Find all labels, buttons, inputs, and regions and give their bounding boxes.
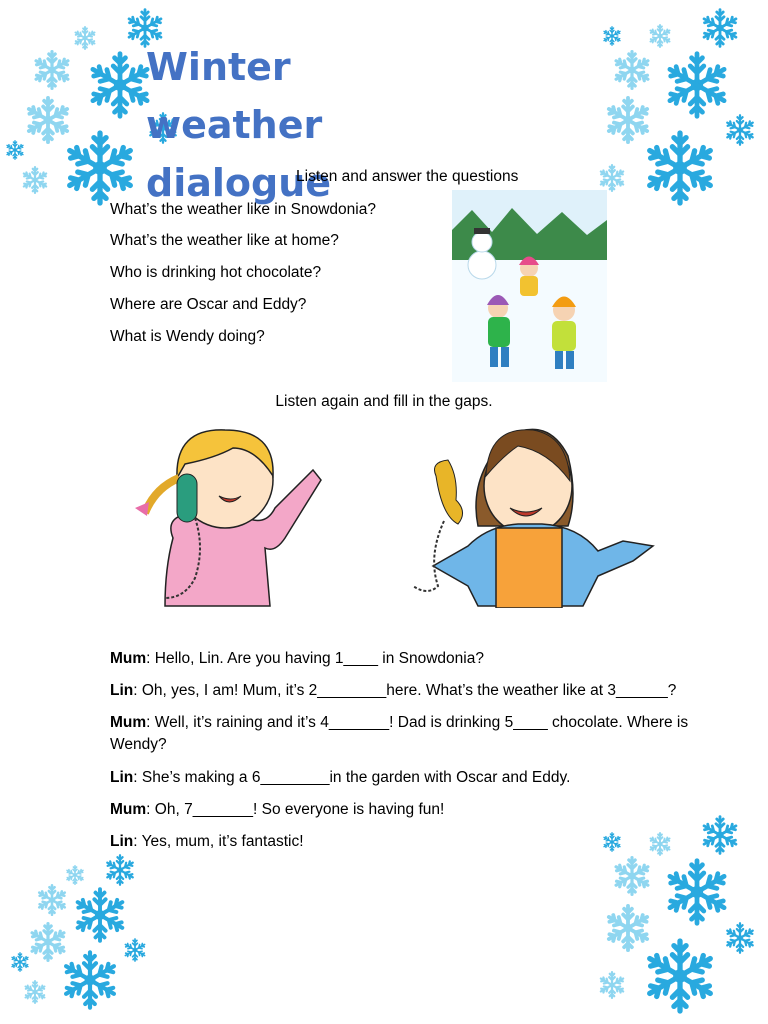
snowflake-icon <box>10 952 30 972</box>
snowflake-icon <box>123 938 147 962</box>
snowflake-icon <box>23 980 47 1004</box>
snowflake-icon <box>21 166 49 194</box>
speaker-label: Mum <box>110 714 147 731</box>
girl-phone-image <box>125 418 330 610</box>
dialogue-text: : Hello, Lin. Are you having 1____ in Snowdonia? <box>146 650 484 667</box>
title-line: dialogue <box>146 161 332 205</box>
dialogue-line-3 <box>110 712 720 756</box>
dialogue-text: : Yes, mum, it’s fantastic! <box>133 833 304 850</box>
dialogue-text: : She’s making a 6________in the garden with Oscar and Eddy. <box>133 769 571 786</box>
dialogue-line-6 <box>110 831 720 853</box>
snowflake-icon <box>648 24 672 48</box>
snowflake-icon <box>36 884 68 916</box>
dialogue-text: : Oh, 7_______! So everyone is having fun! <box>146 801 445 818</box>
snowflake-icon <box>642 938 718 1014</box>
title-line: Winter <box>146 45 291 89</box>
snowflake-icon <box>65 865 85 885</box>
dialogue-line-5 <box>110 799 720 821</box>
speaker-label: Mum <box>110 650 147 667</box>
speaker-label: Lin <box>110 682 134 699</box>
title-line: weather <box>146 103 323 147</box>
snowflake-icon <box>598 164 626 192</box>
snowflake-icon <box>612 50 652 90</box>
snowflake-icon <box>60 950 120 1010</box>
snowflake-icon <box>62 130 138 206</box>
speaker-label: Lin <box>110 833 134 850</box>
snowflake-icon <box>602 26 622 46</box>
instruction-listen-again: Listen again and fill in the gaps. <box>275 393 493 410</box>
speaker-label: Lin <box>110 769 134 786</box>
question-4: Where are Oscar and Eddy? <box>110 296 307 313</box>
question-2: What’s the weather like at home? <box>110 232 339 249</box>
snowflake-icon <box>72 887 128 943</box>
snowflake-icon <box>73 26 97 50</box>
question-5: What is Wendy doing? <box>110 328 265 345</box>
snowflake-icon <box>612 856 652 896</box>
dialogue-line-1 <box>110 648 720 670</box>
snowflake-icon <box>86 51 154 119</box>
snow-scene-image <box>452 190 607 382</box>
instruction-listen-answer: Listen and answer the questions <box>296 168 519 185</box>
speaker-label: Mum <box>110 801 147 818</box>
snowflake-icon <box>32 50 72 90</box>
snowflake-icon <box>598 971 626 999</box>
snowflake-icon <box>5 140 25 160</box>
snowflake-icon <box>663 858 731 926</box>
dialogue-text: : Well, it’s raining and it’s 4_______! Dad is drinking 5____ chocolate. Where is Wendy? <box>110 714 689 753</box>
dialogue-text: : Oh, yes, I am! Mum, it’s 2________here. What’s the weather like at 3______? <box>133 682 677 699</box>
question-1: What’s the weather like in Snowdonia? <box>110 201 376 218</box>
snowflake-icon <box>104 854 136 886</box>
snowflake-icon <box>642 130 718 206</box>
question-3: Who is drinking hot chocolate? <box>110 264 322 281</box>
snowflake-icon <box>724 922 756 954</box>
dialogue-line-4 <box>110 767 720 789</box>
snowflake-icon <box>700 8 740 48</box>
snowflake-icon <box>724 114 756 146</box>
mum-phone-image <box>408 416 663 608</box>
dialogue-line-2 <box>110 680 720 702</box>
snowflake-icon <box>663 51 731 119</box>
